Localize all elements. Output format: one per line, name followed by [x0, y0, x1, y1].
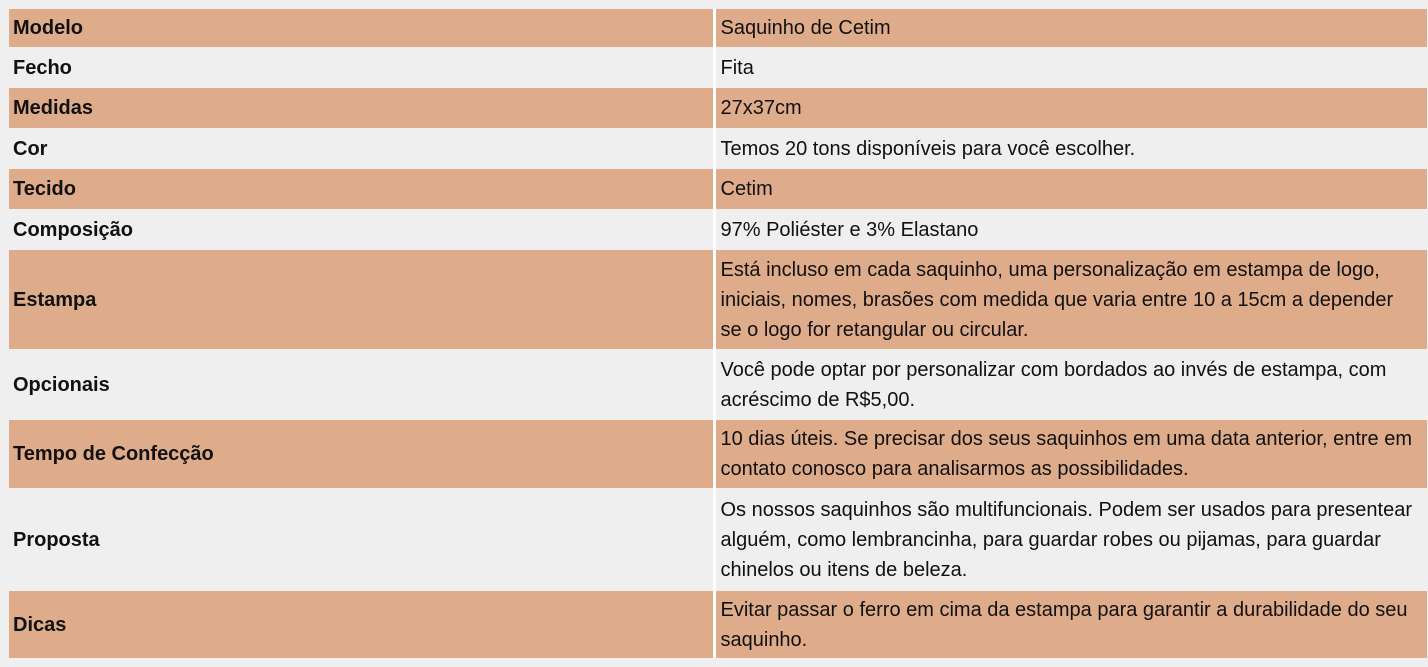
table-row — [9, 591, 1427, 658]
table-row — [9, 128, 1427, 169]
row-value-proposta: Os nossos saquinhos são multifuncionais. Podem ser usados para presentear alguém, como lembrancinha, para guardar robes ou pijamas, para guardar chinelos ou itens de beleza. — [714, 488, 1427, 591]
row-label-fecho: Fecho — [9, 47, 714, 88]
row-value-modelo: Saquinho de Cetim — [714, 9, 1427, 47]
table-row — [9, 47, 1427, 88]
table-row — [9, 420, 1427, 488]
row-value-dicas: Evitar passar o ferro em cima da estampa para garantir a durabilidade do seu saquinho. — [714, 591, 1427, 658]
row-value-tempo-de-confeccao: 10 dias úteis. Se precisar dos seus saquinhos em uma data anterior, entre em contato conosco para analisarmos as possibilidades. — [714, 420, 1427, 488]
row-value-opcionais: Você pode optar por personalizar com bordados ao invés de estampa, com acréscimo de R$5,00. — [714, 349, 1427, 420]
row-label-opcionais: Opcionais — [9, 349, 714, 420]
table-row — [9, 488, 1427, 591]
row-label-proposta: Proposta — [9, 488, 714, 591]
row-value-cor: Temos 20 tons disponíveis para você escolher. — [714, 128, 1427, 169]
table-row — [9, 209, 1427, 250]
row-value-fecho: Fita — [714, 47, 1427, 88]
table-row — [9, 250, 1427, 349]
row-value-medidas: 27x37cm — [714, 88, 1427, 128]
table-row — [9, 88, 1427, 128]
table-row — [9, 169, 1427, 209]
row-label-tecido: Tecido — [9, 169, 714, 209]
product-spec-table — [9, 9, 1427, 658]
row-value-composicao: 97% Poliéster e 3% Elastano — [714, 209, 1427, 250]
row-label-medidas: Medidas — [9, 88, 714, 128]
row-label-dicas: Dicas — [9, 591, 714, 658]
row-label-cor: Cor — [9, 128, 714, 169]
row-value-estampa: Está incluso em cada saquinho, uma personalização em estampa de logo, iniciais, nomes, brasões com medida que varia entre 10 a 15cm a depender se o logo for retangular ou circular. — [714, 250, 1427, 349]
row-label-composicao: Composição — [9, 209, 714, 250]
row-label-tempo-de-confeccao: Tempo de Confecção — [9, 420, 714, 488]
row-label-estampa: Estampa — [9, 250, 714, 349]
row-value-tecido: Cetim — [714, 169, 1427, 209]
table-row — [9, 349, 1427, 420]
table-row — [9, 9, 1427, 47]
row-label-modelo: Modelo — [9, 9, 714, 47]
